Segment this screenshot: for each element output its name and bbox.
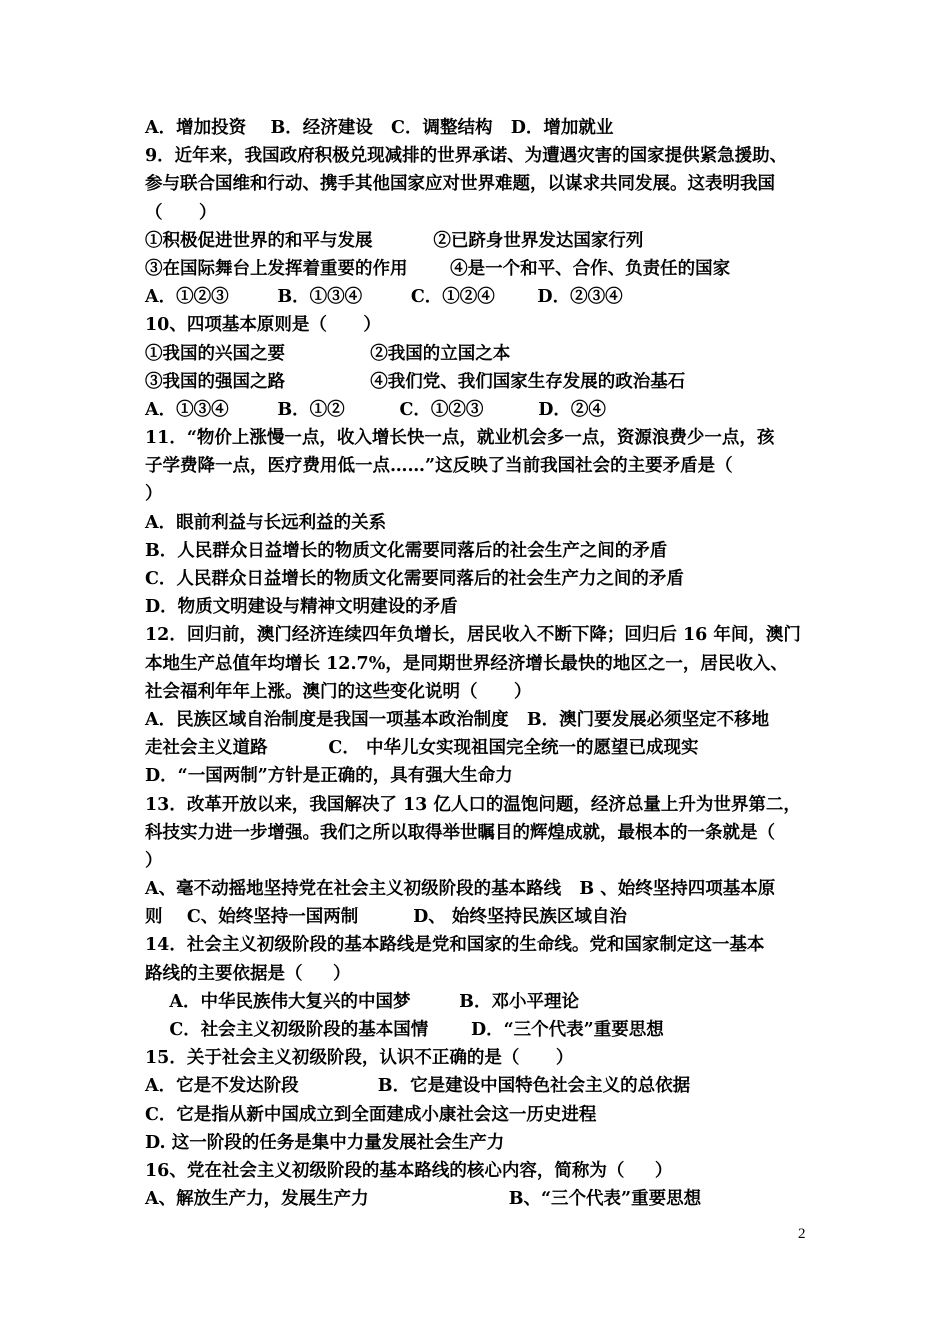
text-line: 11．“物价上涨慢一点，收入增长快一点，就业机会多一点，资源浪费少一点，孩: [145, 428, 775, 449]
text-line: 14．社会主义初级阶段的基本路线是党和国家的生命线。党和国家制定这一基本: [145, 935, 765, 956]
text-line: 走社会主义道路 C． 中华儿女实现祖国完全统一的愿望已成现实: [145, 738, 699, 759]
text-line: ①积极促进世界的和平与发展 ②已跻身世界发达国家行列: [145, 230, 644, 251]
text-line: A．中华民族伟大复兴的中国梦 B．邓小平理论: [145, 991, 579, 1012]
text-line: D．“一国两制”方针是正确的，具有强大生命力: [145, 766, 513, 787]
text-line: 子学费降一点，医疗费用低一点……”这反映了当前我国社会的主要矛盾是（: [145, 456, 733, 477]
text-line: ③在国际舞台上发挥着重要的作用 ④是一个和平、合作、负责任的国家: [145, 258, 731, 279]
text-line: A．眼前利益与长远利益的关系: [145, 512, 387, 533]
text-line: 16、党在社会主义初级阶段的基本路线的核心内容，简称为（ ）: [145, 1160, 673, 1181]
text-line: B．人民群众日益增长的物质文化需要同落后的社会生产之间的矛盾: [145, 540, 668, 561]
text-line: A．①②③ B．①③④ C．①②④ D．②③④: [145, 287, 623, 308]
text-line: ①我国的兴国之要 ②我国的立国之本: [145, 343, 511, 364]
text-line: D. 这一阶段的任务是集中力量发展社会生产力: [145, 1132, 505, 1153]
text-line: 科技实力进一步增强。我们之所以取得举世瞩目的辉煌成就，最根本的一条就是（: [145, 822, 775, 843]
text-line: D．物质文明建设与精神文明建设的矛盾: [145, 597, 458, 618]
page-number: 2: [798, 1226, 806, 1242]
text-line: C．它是指从新中国成立到全面建成小康社会这一历史进程: [145, 1104, 597, 1125]
text-line: 路线的主要依据是（ ）: [145, 963, 351, 984]
text-line: A．它是不发达阶段 B．它是建设中国特色社会主义的总依据: [145, 1076, 691, 1097]
text-line: C．社会主义初级阶段的基本国情 D．“三个代表”重要思想: [145, 1020, 664, 1040]
text-line: 本地生产总值年均增长 12.7%，是同期世界经济增长最快的地区之一，居民收入、: [145, 653, 788, 674]
document-body: [145, 114, 825, 1213]
text-line: A．民族区域自治制度是我国一项基本政治制度 B．澳门要发展必须坚定不移地: [145, 709, 770, 730]
text-line: （ ）: [145, 202, 217, 223]
text-line: 15．关于社会主义初级阶段，认识不正确的是（ ）: [145, 1048, 574, 1069]
text-line: C．人民群众日益增长的物质文化需要同落后的社会生产力之间的矛盾: [145, 569, 684, 589]
text-line: ）: [145, 484, 163, 505]
text-line: ）: [145, 850, 163, 871]
text-line: A、毫不动摇地坚持党在社会主义初级阶段的基本路线 B 、始终坚持四项基本原: [145, 879, 776, 900]
text-line: 则 C、始终坚持一国两制 D、 始终坚持民族区域自治: [145, 907, 627, 928]
text-line: 13．改革开放以来，我国解决了 13 亿人口的温饱问题，经济总量上升为世界第二，: [145, 794, 801, 815]
text-line: A．①③④ B．①② C．①②③ D．②④: [145, 399, 606, 420]
text-line: A、解放生产力，发展生产力 B、“三个代表”重要思想: [145, 1189, 702, 1210]
text-line: A．增加投资 B．经济建设 C．调整结构 D．增加就业: [145, 118, 614, 138]
text-line: 12．回归前，澳门经济连续四年负增长，居民收入不断下降；回归后 16 年间，澳门: [145, 625, 801, 646]
text-line: ③我国的强国之路 ④我们党、我们国家生存发展的政治基石: [145, 371, 686, 392]
text-line: 参与联合国维和行动、携手其他国家应对世界难题，以谋求共同发展。这表明我国: [145, 174, 775, 195]
text-line: 10、四项基本原则是（ ）: [145, 315, 381, 336]
text-line: 9．近年来，我国政府积极兑现减排的世界承诺、为遭遇灾害的国家提供紧急援助、: [145, 146, 788, 167]
text-line: 社会福利年年上涨。澳门的这些变化说明（ ）: [145, 681, 532, 702]
